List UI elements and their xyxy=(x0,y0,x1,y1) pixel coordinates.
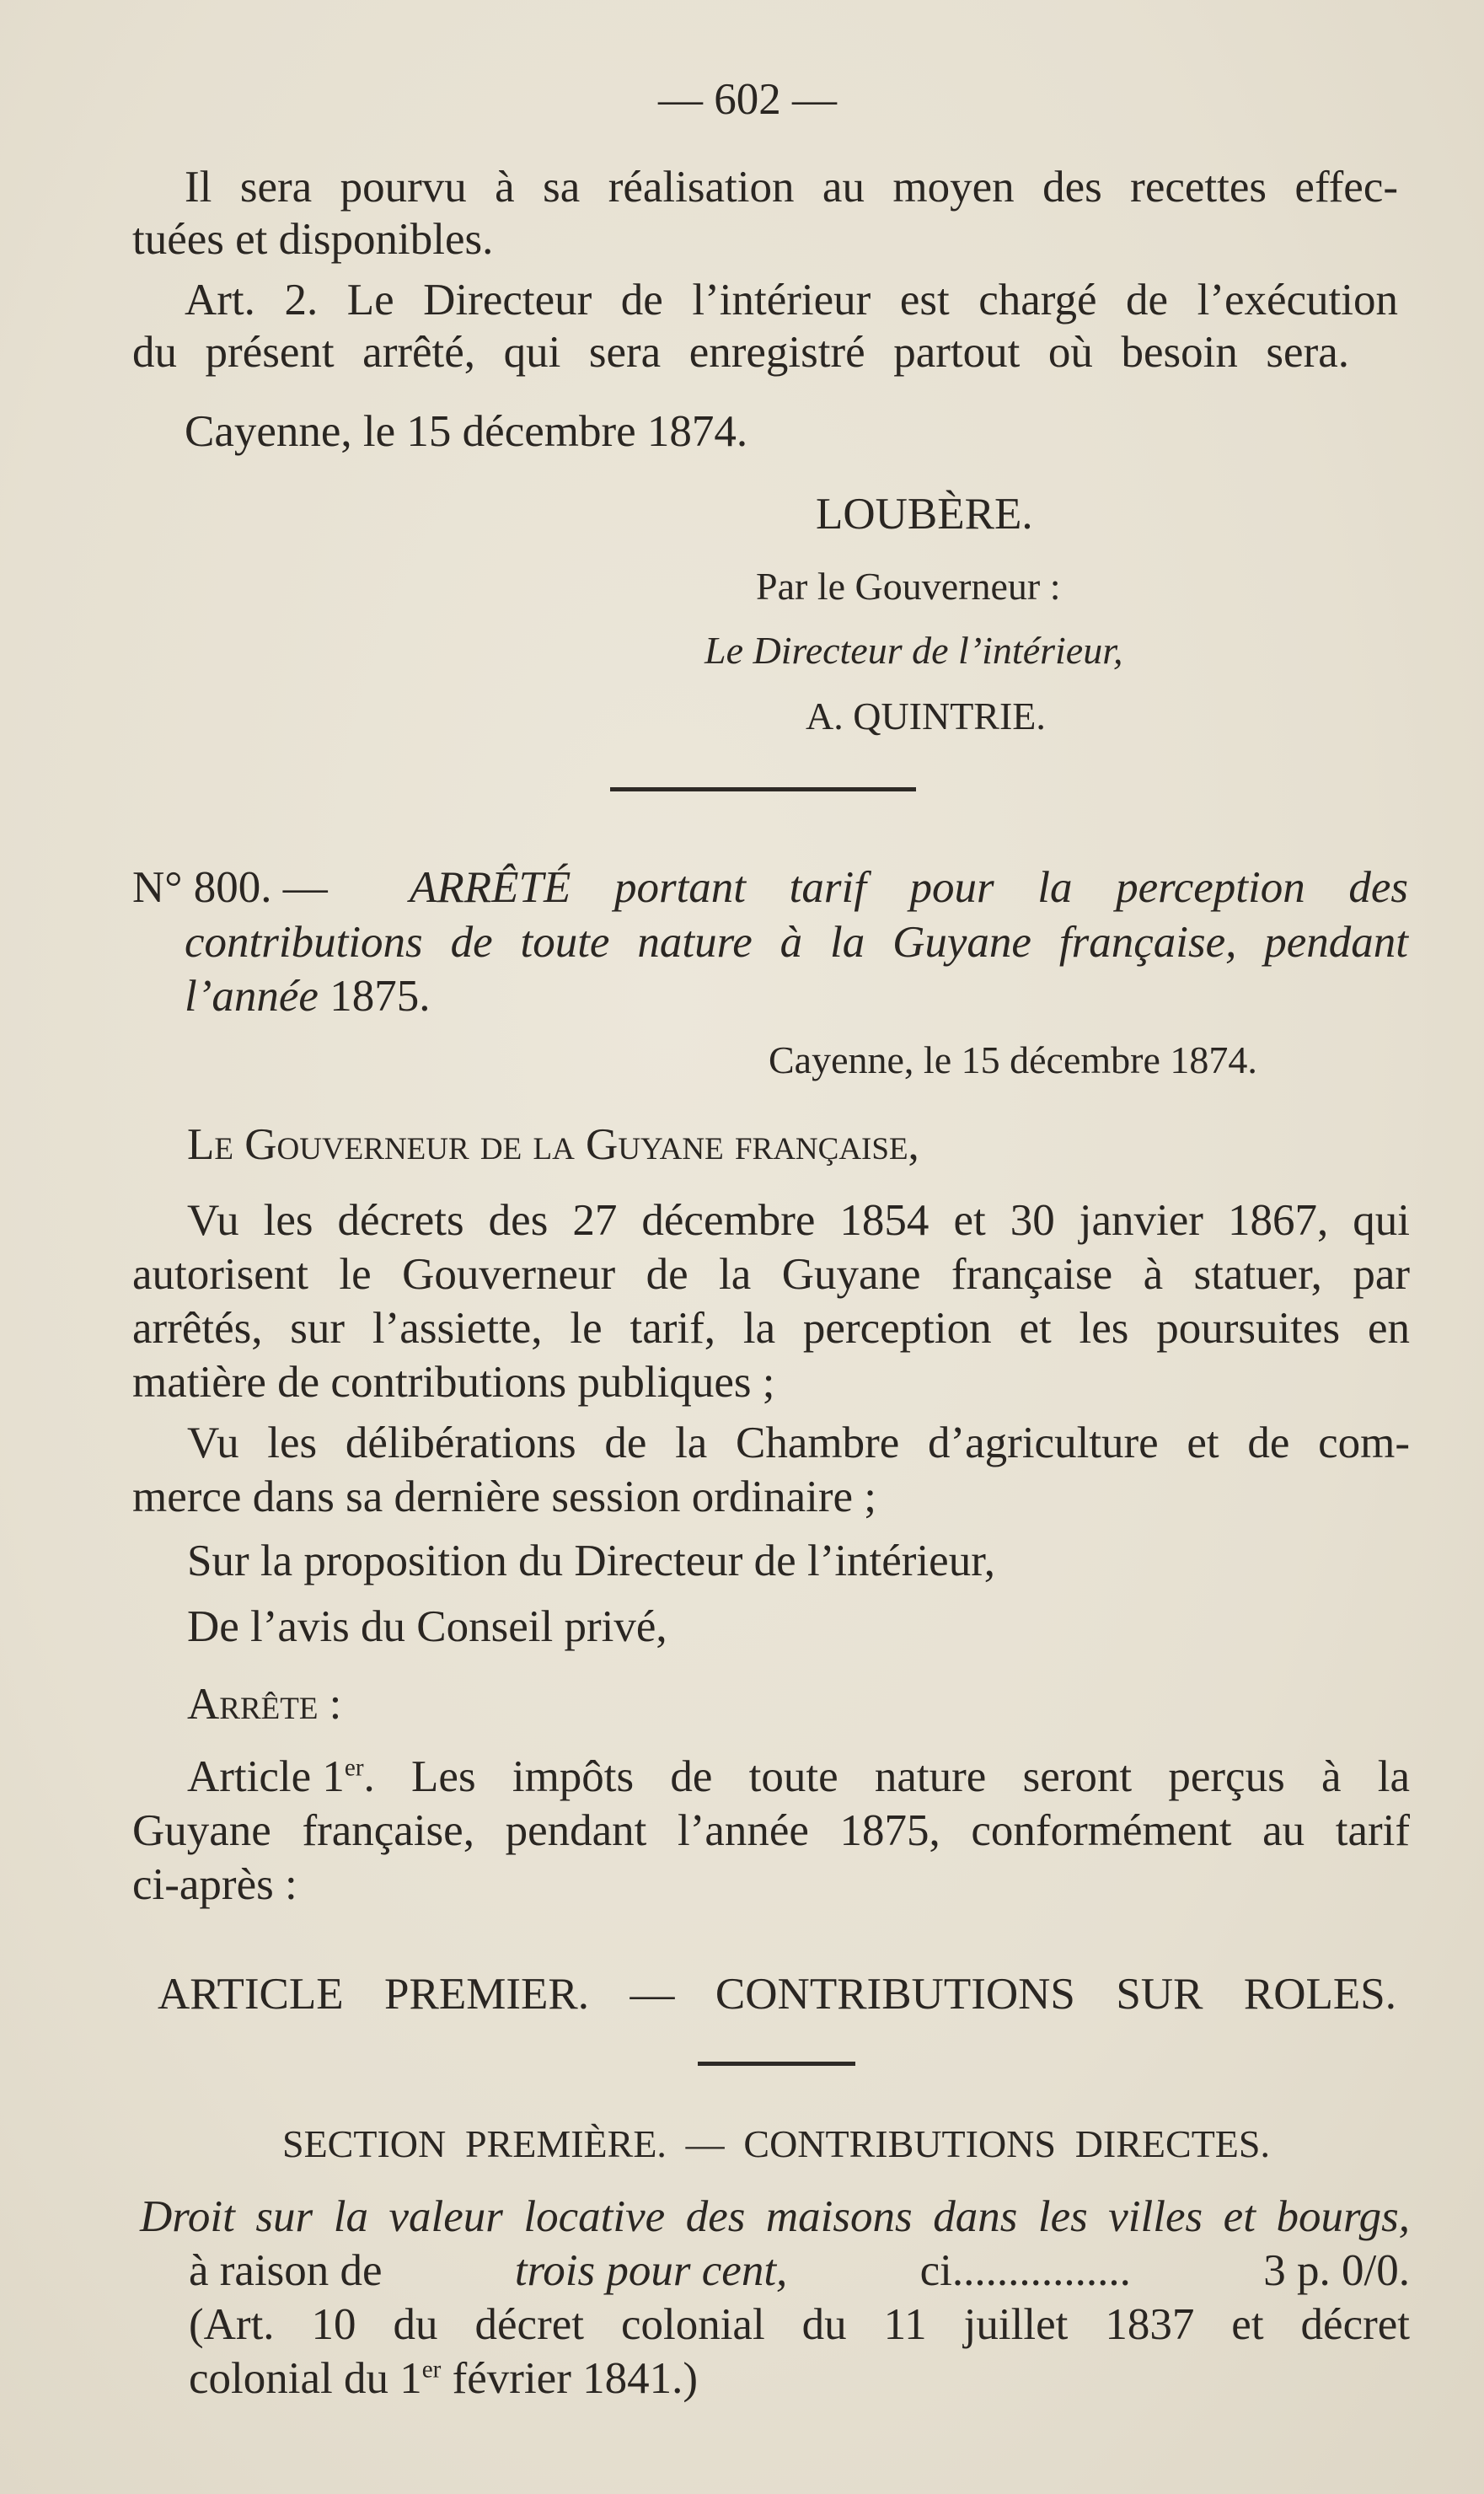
text-line xyxy=(187,1751,1410,1802)
arrete-title-year-label: l’année xyxy=(185,972,319,1021)
text-line: du présent arrêté, qui sera enregistré partout où besoin sera. xyxy=(132,328,1349,377)
signature-caption: Par le Gouverneur : xyxy=(756,565,1061,608)
text-line: Il sera pourvu à sa réalisation au moyen des recettes effec- xyxy=(185,163,1398,212)
text-line: Vu les délibérations de la Chambre d’agriculture et de com- xyxy=(187,1419,1410,1467)
signatory-name: A. QUINTRIE. xyxy=(806,695,1046,737)
arrete-title: contributions de toute nature à la Guyane française, pendant xyxy=(185,918,1408,967)
separator-rule xyxy=(698,2062,855,2066)
text-line: De l’avis du Conseil privé, xyxy=(187,1602,667,1651)
article-text: . Les impôts de toute nature seront perçus à la xyxy=(363,1752,1410,1801)
text-line: Vu les décrets des 27 décembre 1854 et 30 janvier 1867, qui xyxy=(187,1196,1410,1245)
tariff-rate: 3 p. 0/0. xyxy=(1263,2246,1410,2295)
separator-rule xyxy=(610,787,916,791)
tariff-text: à raison de xyxy=(189,2246,383,2295)
signature-date: Cayenne, le 15 décembre 1874. xyxy=(185,407,748,456)
text-line: Guyane française, pendant l’année 1875, conformément au tarif xyxy=(132,1806,1410,1855)
text-line: colonial du 1er février 1841.) xyxy=(189,2354,698,2403)
arrete-date: Cayenne, le 15 décembre 1874. xyxy=(769,1038,1257,1081)
arrete-title xyxy=(185,971,430,1022)
text-line: merce dans sa dernière session ordinaire ; xyxy=(132,1472,876,1521)
section-heading: SECTION PREMIÈRE. — CONTRIBUTIONS DIRECTES. xyxy=(282,2122,1270,2165)
text-line: tuées et disponibles. xyxy=(132,215,494,264)
text-line: Art. 2. Le Directeur de l’intérieur est chargé de l’exécution xyxy=(185,276,1398,324)
text-line: arrêtés, sur l’assiette, le tarif, la perception et les poursuites en xyxy=(132,1304,1410,1353)
preamble-heading: Le Gouverneur de la Guyane française, xyxy=(187,1120,919,1169)
tariff-entry: Droit sur la valeur locative des maisons dans les villes et bourgs, xyxy=(140,2192,1410,2241)
arrete-label: Arrête : xyxy=(187,1680,342,1729)
signatory-name: LOUBÈRE. xyxy=(816,490,1033,539)
text-line: ci-après : xyxy=(132,1860,297,1909)
arrete-title-year: 1875. xyxy=(329,972,431,1021)
article-heading: ARTICLE PREMIER. — CONTRIBUTIONS SUR ROLES. xyxy=(158,1970,1396,2019)
page-number: — 602 — xyxy=(658,75,837,124)
text-line: autorisent le Gouverneur de la Guyane française à statuer, par xyxy=(132,1250,1410,1299)
arrete-title: ARRÊTÉ portant tarif pour la perception des xyxy=(410,863,1408,912)
arrete-number: N° 800. — xyxy=(132,863,328,912)
text-line: (Art. 10 du décret colonial du 11 juillet 1837 et décret xyxy=(189,2300,1410,2349)
text-line: matière de contributions publiques ; xyxy=(132,1358,775,1407)
tariff-entry xyxy=(189,2245,1410,2296)
tariff-rate-words: trois pour cent, xyxy=(514,2246,788,2295)
signature-title: Le Directeur de l’intérieur, xyxy=(704,629,1123,672)
text-line: Sur la proposition du Directeur de l’intérieur, xyxy=(187,1537,995,1585)
article-number: Article 1er xyxy=(187,1752,364,1801)
tariff-leader: ci................ xyxy=(919,2246,1131,2295)
